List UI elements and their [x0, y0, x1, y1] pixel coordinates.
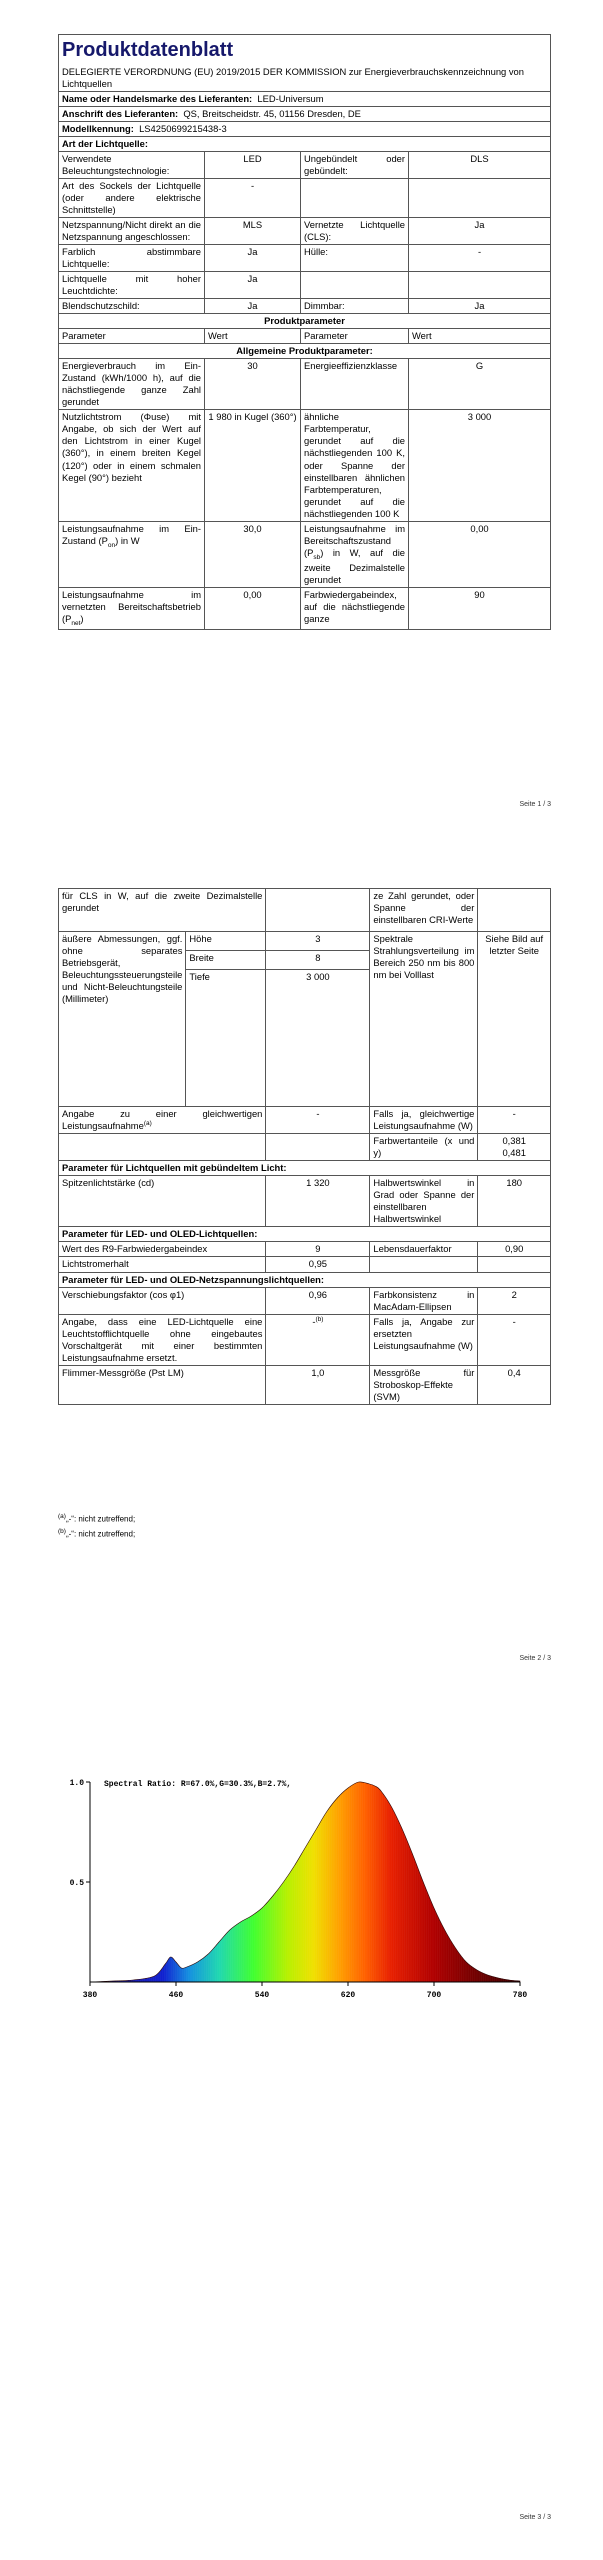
page-number: Seite 2 / 3: [519, 1655, 551, 1662]
table-row: für CLS in W, auf die zweite Dezimalstelle gerundet ze Zahl gerundet, oder Spanne der einstellbaren CRI-Werte: [59, 889, 551, 932]
table-row: Spitzenlichtstärke (cd) 1 320 Halbwertswinkel in Grad oder Spanne der einstellbaren Halbwertswinkel 180: [59, 1176, 551, 1227]
x-tick-label: 380: [82, 1991, 98, 2000]
regulation-subtitle: DELEGIERTE VERORDNUNG (EU) 2019/2015 DER KOMMISSION zur Energieverbrauchskennzeichnung von Lichtquellen: [59, 65, 551, 92]
table-row: Energieverbrauch im Ein-Zustand (kWh/1000 h), auf die nächstliegende ganze Zahl gerundet 30 Energieeffizienzklasse G: [59, 359, 551, 410]
table-row: Verschiebungsfaktor (cos φ1) 0,96 Farbkonsistenz in MacAdam-Ellipsen 2: [59, 1287, 551, 1314]
model-row: Modellkennung: LS4250699215438-3: [59, 121, 551, 136]
table-row: Tiefe 3 000: [59, 970, 551, 1107]
table-row: Farblich abstimmbare Lichtquelle: Ja Hülle: -: [59, 245, 551, 272]
table-row: Flimmer-Messgröße (Pst LM) 1,0 Messgröße für Stroboskop-Effekte (SVM) 0,4: [59, 1365, 551, 1404]
general-parameters-section: Allgemeine Produktparameter:: [59, 344, 551, 359]
table-row: äußere Abmessungen, ggf. ohne separates Betriebsgerät, Beleuchtungssteuerungsteile und Nicht-Beleuchtungsteile (Millimeter) Höhe 3 Spektrale Strahlungsverteilung im Bereich 250 nm bis 800 nm bei Volllast Siehe Bild auf letzter Seite: [59, 932, 551, 951]
table-row: Lichtquelle mit hoher Leuchtdichte: Ja: [59, 272, 551, 299]
x-tick-label: 620: [340, 1991, 356, 2000]
supplier-address-row: Anschrift des Lieferanten: QS, Breitscheidstr. 45, 01156 Dresden, DE: [59, 106, 551, 121]
table-row: Art des Sockels der Lichtquelle (oder andere elektrische Schnittstelle) -: [59, 178, 551, 217]
table-header-row: Parameter Wert Parameter Wert: [59, 329, 551, 344]
led-section: Parameter für LED- und OLED-Lichtquellen:: [59, 1227, 551, 1242]
spectrum-area: [90, 1782, 520, 1982]
table-row: Farbwertanteile (x und y) 0,381 0,481: [59, 1134, 551, 1161]
page-number: Seite 1 / 3: [519, 801, 551, 808]
table-row: Leistungsaufnahme im vernetzten Bereitschaftsbetrieb $(P_{net})$ 0,00 Farbwiedergabeindex, auf die nächstliegende ganze 90: [59, 587, 551, 629]
mains-led-section: Parameter für LED- und OLED-Netzspannungslichtquellen:: [59, 1272, 551, 1287]
light-source-section: Art der Lichtquelle:: [59, 136, 551, 151]
y-tick-label: 0.5: [69, 1879, 84, 1888]
x-tick-label: 540: [254, 1991, 270, 2000]
product-parameters-section: Produktparameter: [59, 314, 551, 329]
table-row: Angabe zu einer gleichwertigen Leistungsaufnahme$^{(a)}$ - Falls ja, gleichwertige Leistungsaufnahme (W) -: [59, 1107, 551, 1134]
table-row: Angabe, dass eine LED-Lichtquelle eine Leuchtstofflichtquelle ohne eingebautes Vorschaltgerät mit einer bestimmten Leistungsaufnahme ersetzt. -$^{(b)}$ Falls ja, Angabe zur ersetzten Leistungsaufnahme (W) -: [59, 1314, 551, 1365]
footnote-a: $^{(a)}$„-“: nicht zutreffend;: [58, 1513, 136, 1524]
table-row: Wert des R9-Farbwiedergabeindex 9 Lebensdauerfaktor 0,90: [59, 1242, 551, 1257]
x-tick-label: 700: [426, 1991, 442, 2000]
table-row: Netzspannung/Nicht direkt an die Netzspannung angeschlossen: MLS Vernetzte Lichtquelle (CLS): Ja: [59, 217, 551, 244]
x-tick-label: 780: [512, 1991, 528, 2000]
table-row: Breite 8: [59, 951, 551, 970]
page-title: Produktdatenblatt: [59, 35, 551, 65]
table-row: Blendschutzschild: Ja Dimmbar: Ja: [59, 299, 551, 314]
spectral-distribution-chart: [60, 1740, 550, 2030]
dls-section: Parameter für Lichtquellen mit gebündeltem Licht:: [59, 1161, 551, 1176]
x-tick-label: 460: [168, 1991, 184, 2000]
datasheet-table-page1: [58, 34, 551, 630]
table-row: Nutzlichtstrom (Φuse) mit Angabe, ob sich der Wert auf den Lichtstrom in einer Kugel (360°), in einem breiten Kegel (120°) oder in einem schmalen Kegel (90°) bezieht 1 980 in Kugel (360°) ähnliche Farbtemperatur, gerundet auf die nächstliegenden 100 K, oder Spanne der einstellbaren ähnlichen Farbtemperaturen, gerundet auf die nächstliegenden 100 K 3 000: [59, 410, 551, 521]
chart-title: Spectral Ratio: R=67.0%,G=30.3%,B=2.7%,: [104, 1780, 292, 1789]
table-row: Lichtstromerhalt 0,95: [59, 1257, 551, 1272]
page-number: Seite 3 / 3: [519, 2514, 551, 2521]
table-row: Leistungsaufnahme im Ein-Zustand $(P_{on})$ in W 30,0 Leistungsaufnahme im Bereitschaftszustand $(P_{sb})$ in W, auf die zweite Dezimalstelle gerundet 0,00: [59, 521, 551, 587]
y-tick-label: 1.0: [69, 1779, 84, 1788]
supplier-name-row: Name oder Handelsmarke des Lieferanten: LED-Universum: [59, 91, 551, 106]
datasheet-table-page2: [58, 888, 551, 1405]
table-row: Verwendete Beleuchtungstechnologie: LED Ungebündelt oder gebündelt: DLS: [59, 151, 551, 178]
footnote-b: $^{(b)}$„-“: nicht zutreffend;: [58, 1528, 136, 1539]
